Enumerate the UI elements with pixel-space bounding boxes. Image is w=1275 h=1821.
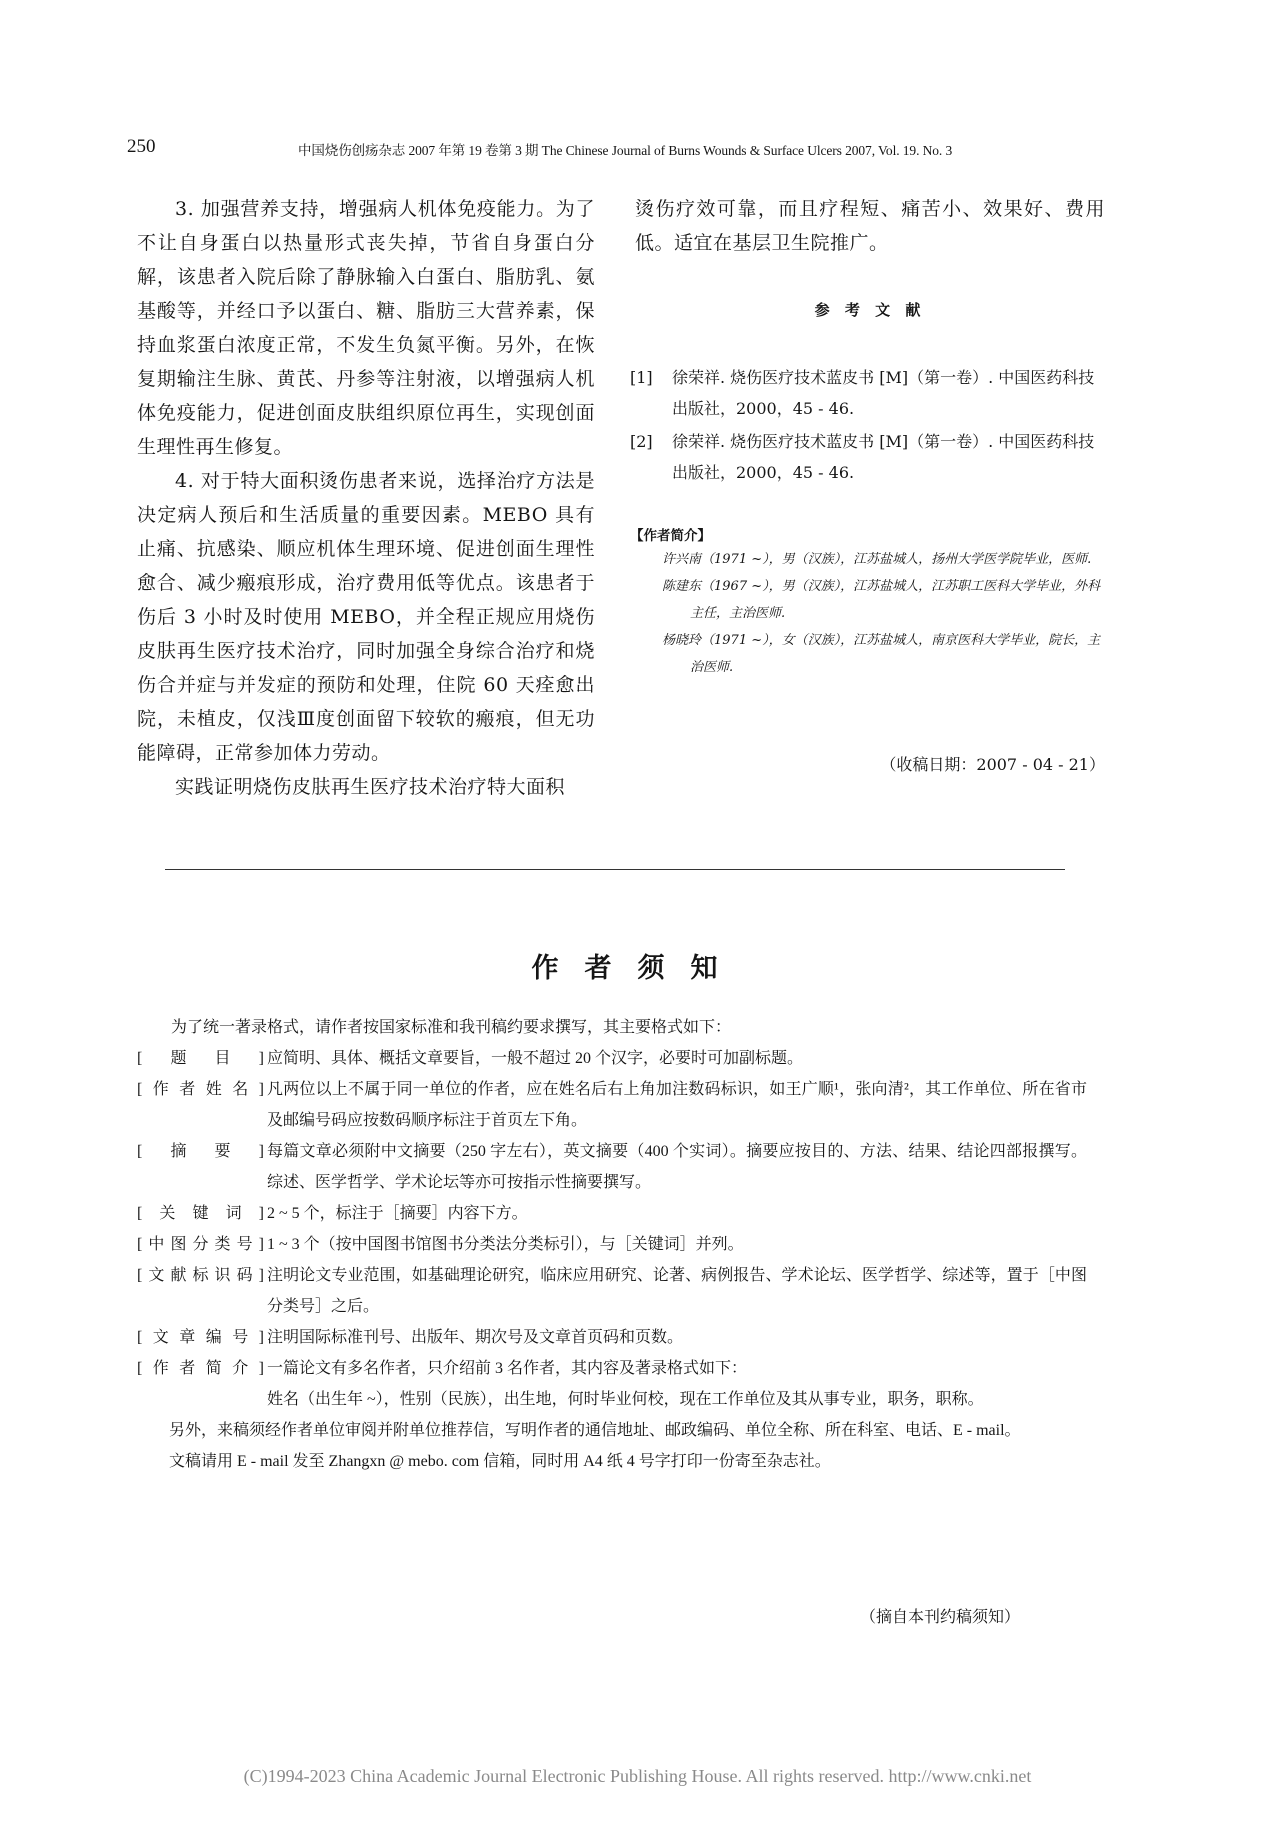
author-info-list (630, 546, 1108, 681)
reference-number: [2] (630, 432, 653, 451)
reference-text: 徐荣祥. 烧伤医疗技术蓝皮书 [M]（第一卷）. 中国医药科技出版社，2000，45 - 46. (672, 432, 1095, 482)
notice-item-label: [作者简介] (137, 1360, 265, 1377)
author-entry: 杨晓玲（1971 ~），女（汉族），江苏盐城人，南京医科大学毕业，院长，主治医师. (662, 633, 1101, 675)
notice-item (137, 1353, 1087, 1384)
notice-item-text: 1 ~ 3 个（按中国图书馆图书分类法分类标引），与［关键词］并列。 (267, 1236, 744, 1253)
notice-item (137, 1229, 1087, 1260)
submission-instruction: 文稿请用 E - mail 发至 Zhangxn @ mebo. com 信箱，同时用 A4 纸 4 号字打印一份寄至杂志社。 (169, 1453, 831, 1470)
notice-item-text: 注明论文专业范围，如基础理论研究，临床应用研究、论著、病例报告、学术论坛、医学哲学、综述等，置于［中图分类号］之后。 (267, 1267, 1087, 1315)
notice-item (137, 1043, 1087, 1074)
notice-item-label: [作者姓名] (137, 1081, 265, 1098)
notice-item-label: [摘要] (137, 1143, 265, 1160)
notice-item-text: 2 ~ 5 个，标注于［摘要］内容下方。 (267, 1205, 528, 1222)
left-column (137, 192, 595, 804)
notice-item (137, 1136, 1087, 1198)
author-format: 姓名（出生年 ~），性别（民族），出生地，何时毕业何校，现在工作单位及其从事专业，职务，职称。 (267, 1391, 984, 1408)
page-number: 250 (127, 136, 156, 157)
notice-item (137, 1260, 1087, 1322)
references-heading: 参 考 文 献 (814, 301, 926, 319)
references-list (630, 362, 1108, 490)
notice-item-text: 一篇论文有多名作者，只介绍前 3 名作者，其内容及著录格式如下： (267, 1360, 748, 1377)
notice-item-label: [关键词] (137, 1205, 265, 1222)
reference-item (630, 362, 1108, 424)
body-paragraph: 3. 加强营养支持，增强病人机体免疫能力。为了不让自身蛋白以热量形式丧失掉，节省自身蛋白分解，该患者入院后除了静脉输入白蛋白、脂肪乳、氨基酸等，并经口予以蛋白、糖、脂肪三大营养素，保持血浆蛋白浓度正常，不发生负氮平衡。另外，在恢复期输注生脉、黄芪、丹参等注射液，以增强病人机体免疫能力，促进创面皮肤组织原位再生，实现创面生理性再生修复。 (137, 198, 595, 458)
reference-text: 徐荣祥. 烧伤医疗技术蓝皮书 [M]（第一卷）. 中国医药科技出版社，2000，45 - 46. (672, 368, 1095, 418)
reference-number: [1] (630, 368, 653, 387)
notice-item (137, 1074, 1087, 1136)
author-entry: 许兴南（1971 ~），男（汉族），江苏盐城人，扬州大学医学院毕业，医师. (662, 552, 1092, 567)
notice-item-text: 凡两位以上不属于同一单位的作者，应在姓名后右上角加注数码标识，如王广顺¹，张向清²，其工作单位、所在省市及邮编号码应按数码顺序标注于首页左下角。 (267, 1081, 1087, 1129)
notice-paragraph: 另外，来稿须经作者单位审阅并附单位推荐信，写明作者的通信地址、邮政编码、单位全称、所在科室、电话、E - mail。 (169, 1422, 1021, 1439)
notice-item-text: 每篇文章必须附中文摘要（250 字左右），英文摘要（400 个实词）。摘要应按目的、方法、结果、结论四部报撰写。综述、医学哲学、学术论坛等亦可按指示性摘要撰写。 (267, 1143, 1087, 1191)
notice-item (137, 1198, 1087, 1229)
running-header: 中国烧伤创疡杂志 2007 年第 19 卷第 3 期 The Chinese Journal of Burns Wounds & Surface Ulcers 2007, Vol. 19. No. 3 (298, 143, 953, 158)
notice-item-label: [中图分类号] (137, 1236, 265, 1253)
copyright-footer: (C)1994-2023 China Academic Journal Electronic Publishing House. All rights reserved. http://www.cnki.net (243, 1766, 1032, 1786)
body-paragraph: 4. 对于特大面积烫伤患者来说，选择治疗方法是决定病人预后和生活质量的重要因素。MEBO 具有止痛、抗感染、顺应机体生理环境、促进创面生理性愈合、减少瘢痕形成，治疗费用低等优点。该患者于伤后 3 小时及时使用 MEBO，并全程正规应用烧伤皮肤再生医疗技术治疗，同时加强全身综合治疗和烧伤合并症与并发症的预防和处理，住院 60 天痊愈出院，未植皮，仅浅Ⅲ度创面留下较软的瘢痕，但无功能障碍，正常参加体力劳动。 (137, 470, 595, 764)
notice-item-label: [文献标识码] (137, 1267, 265, 1284)
body-paragraph: 实践证明烧伤皮肤再生医疗技术治疗特大面积 (175, 776, 566, 798)
notice-item-text: 注明国际标准刊号、出版年、期次号及文章首页码和页数。 (267, 1329, 684, 1346)
notice-item-text: 应简明、具体、概括文章要旨，一般不超过 20 个汉字，必要时可加副标题。 (267, 1050, 804, 1067)
author-notice (137, 1012, 1087, 1477)
notice-item (137, 1322, 1087, 1353)
right-column (635, 192, 1105, 260)
author-entry: 陈建东（1967 ~），男（汉族），江苏盐城人，江苏职工医科大学毕业，外科主任，主治医师. (662, 579, 1101, 621)
notice-item-label: [文章编号] (137, 1329, 265, 1346)
notice-item-label: [题目] (137, 1050, 265, 1067)
received-date: （收稿日期：2007 - 04 - 21） (880, 755, 1105, 774)
notice-intro: 为了统一著录格式，请作者按国家标准和我刊稿约要求撰写，其主要格式如下： (171, 1019, 732, 1036)
notice-source: （摘自本刊约稿须知） (860, 1609, 1021, 1626)
section-divider (165, 869, 1065, 870)
notice-title: 作者须知 (531, 953, 744, 984)
body-paragraph-continued: 烫伤疗效可靠，而且疗程短、痛苦小、效果好、费用低。适宜在基层卫生院推广。 (635, 198, 1105, 254)
author-info-heading: 【作者简介】 (630, 528, 711, 544)
reference-item (630, 426, 1108, 488)
